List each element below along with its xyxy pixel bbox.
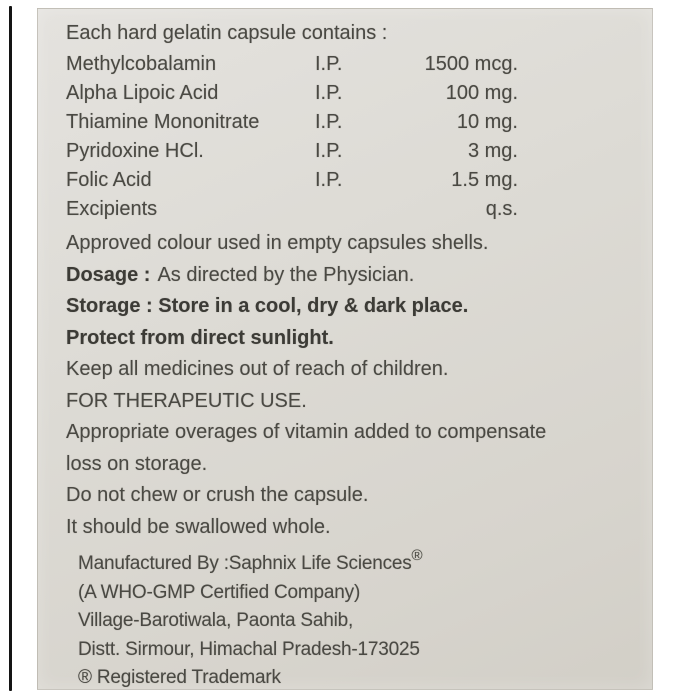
ingredients-table: [66, 50, 518, 224]
medicine-label: [37, 8, 653, 690]
pharmacopeia-code: I.P.: [315, 53, 343, 75]
pharmacopeia-code: [313, 195, 403, 224]
ingredient-amount: 1.5 mg.: [451, 169, 518, 191]
manufacturer-line: [78, 547, 632, 579]
ingredient-name: Thiamine Mononitrate: [66, 111, 260, 133]
storage-note: Storage : Store in a cool, dry & dark place.: [66, 295, 469, 317]
manufacturer-certification: (A WHO-GMP Certified Company): [78, 581, 361, 603]
ingredient-name: Excipients: [66, 198, 158, 220]
usage-notes: [66, 228, 632, 543]
manufacturer-address-line1: Village-Barotiwala, Paonta Sahib,: [78, 610, 354, 631]
dosage-label: Dosage :: [66, 263, 151, 286]
ingredient-name: Pyridoxine HCl.: [66, 140, 204, 162]
table-row: [66, 108, 518, 137]
overages-note-line1: Appropriate overages of vitamin added to compensate: [66, 421, 547, 443]
ingredient-amount: q.s.: [485, 198, 518, 220]
overages-note-line2: loss on storage.: [66, 452, 208, 475]
manufacturer-address-line2: Distt. Sirmour, Himachal Pradesh-173025: [78, 638, 420, 660]
ingredient-amount: 3 mg.: [467, 140, 518, 162]
pharmacopeia-code: I.P.: [315, 140, 343, 162]
no-chew-note: Do not chew or crush the capsule.: [66, 484, 369, 506]
ingredient-amount: 100 mg.: [445, 82, 518, 104]
ingredient-amount: 1500 mcg.: [424, 53, 518, 75]
composition-title: Each hard gelatin capsule contains :: [66, 22, 388, 44]
children-warning: Keep all medicines out of reach of children.: [66, 358, 449, 380]
scan-edge-line: [9, 6, 12, 691]
pharmacopeia-code: I.P.: [315, 169, 343, 191]
manufacturer-block: [66, 547, 632, 693]
dosage-text: As directed by the Physician.: [157, 263, 415, 286]
ingredient-name: Methylcobalamin: [66, 53, 217, 75]
table-row: [66, 195, 518, 224]
approved-colour-note: Approved colour used in empty capsules shells.: [66, 232, 489, 254]
swallow-whole-note: It should be swallowed whole.: [66, 515, 331, 538]
registered-trademark-symbol: ®: [411, 547, 423, 564]
therapeutic-use-note: FOR THERAPEUTIC USE.: [66, 389, 307, 412]
dosage-note: [66, 260, 632, 292]
ingredient-name: Folic Acid: [66, 169, 152, 191]
ingredient-amount: 10 mg.: [456, 111, 518, 133]
table-row: [66, 79, 518, 108]
sunlight-note: Protect from direct sunlight.: [66, 326, 334, 349]
table-row: [66, 50, 518, 79]
manufacturer-name: Manufactured By :Saphnix Life Sciences: [78, 553, 412, 574]
table-row: [66, 137, 518, 166]
pharmacopeia-code: I.P.: [315, 111, 343, 133]
table-row: [66, 166, 518, 195]
ingredient-name: Alpha Lipoic Acid: [66, 82, 219, 104]
registered-trademark-note: ® Registered Trademark: [78, 667, 281, 688]
pharmacopeia-code: I.P.: [315, 82, 343, 104]
